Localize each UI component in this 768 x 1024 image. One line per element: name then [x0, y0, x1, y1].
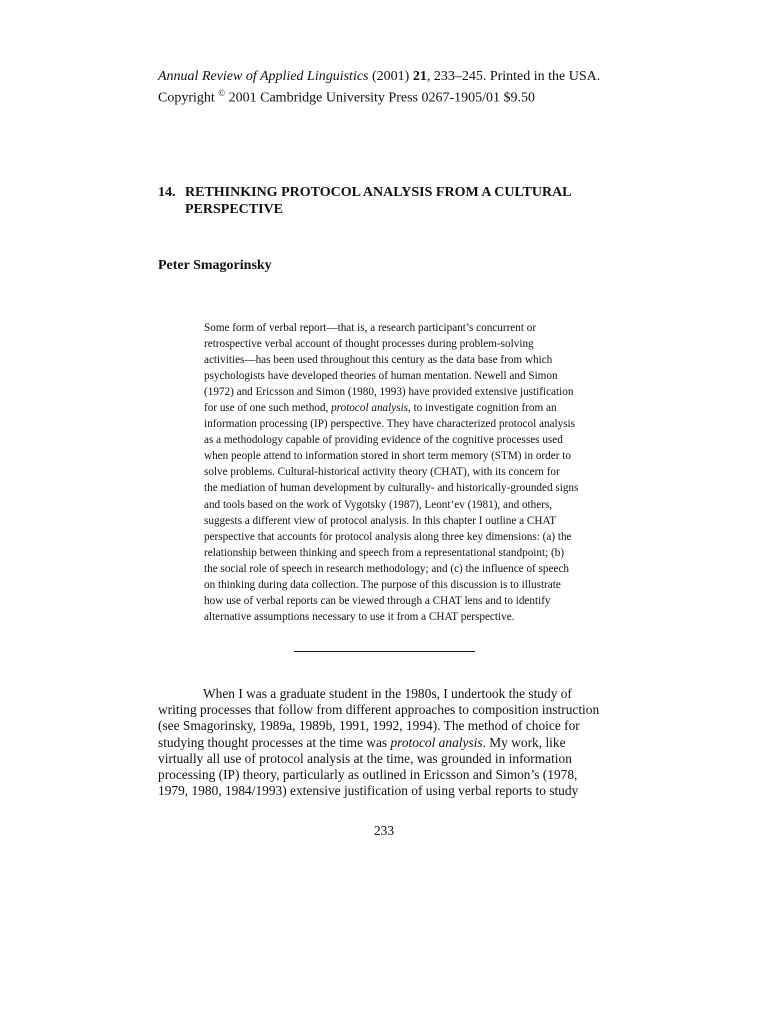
abstract-line: retrospective verbal account of thought processes during problem-solving: [204, 338, 534, 351]
abstract-line: solve problems. Cultural-historical activity theory (CHAT), with its concern for: [204, 466, 560, 479]
page-number: 233: [373, 823, 395, 838]
body-italic-term: protocol analysis: [390, 734, 483, 750]
body-line-italic-term: [158, 735, 598, 751]
copyright-symbol: ©: [218, 88, 226, 98]
body-line: 1979, 1980, 1984/1993) extensive justification of using verbal reports to study: [158, 783, 579, 799]
body-line-pre: studying thought processes at the time was: [158, 734, 391, 750]
journal-header: [158, 68, 638, 107]
body-line-post: . My work, like: [482, 734, 566, 750]
abstract-italic-term: protocol analysis: [331, 402, 409, 415]
abstract-line-italic-term: [204, 400, 624, 416]
abstract-line: as a methodology capable of providing evidence of the cognitive processes used: [204, 434, 563, 447]
abstract: [204, 320, 624, 625]
abstract-line: alternative assumptions necessary to use it from a CHAT perspective.: [204, 610, 515, 623]
author-name: Peter Smagorinsky: [158, 258, 272, 273]
body-line: When I was a graduate student in the 1980s, I undertook the study of: [203, 686, 572, 701]
abstract-line: the mediation of human development by culturally- and historically-grounded signs: [204, 482, 579, 495]
abstract-line: how use of verbal reports can be viewed through a CHAT lens and to identify: [204, 594, 551, 607]
journal-volume: 21: [412, 69, 427, 84]
body-line: (see Smagorinsky, 1989a, 1989b, 1991, 1992, 1994). The method of choice for: [158, 718, 580, 734]
title-line-1: RETHINKING PROTOCOL ANALYSIS FROM A CULTURAL: [185, 185, 572, 200]
abstract-line: Some form of verbal report—that is, a research participant’s concurrent or: [204, 322, 537, 334]
copyright-text: 2001 Cambridge University Press 0267-1905/01 $9.50: [225, 90, 536, 106]
article-title: [158, 184, 618, 218]
copyright-prefix: Copyright: [158, 90, 215, 106]
citation-line: [158, 68, 638, 85]
abstract-line: on thinking during data collection. The purpose of this discussion is to illustrate: [204, 578, 561, 591]
journal-year: (2001): [372, 69, 410, 84]
chapter-number: 14.: [158, 185, 176, 200]
body-line: processing (IP) theory, particularly as outlined in Ericsson and Simon’s (1978,: [158, 767, 578, 783]
abstract-line-post: , to investigate cognition from an: [408, 402, 557, 415]
journal-title: Annual Review of Applied Linguistics: [158, 69, 369, 84]
journal-pages: , 233–245. Printed in the USA.: [426, 69, 601, 84]
abstract-line: when people attend to information stored in short term memory (STM) in order to: [204, 450, 571, 463]
title-line-2: PERSPECTIVE: [185, 202, 284, 217]
abstract-line: information processing (IP) perspective. They have characterized protocol analysis: [204, 418, 576, 431]
section-divider: [294, 651, 475, 652]
abstract-line: (1972) and Ericsson and Simon (1980, 1993) have provided extensive justification: [204, 386, 574, 399]
body-line: writing processes that follow from different approaches to composition instruction: [158, 702, 600, 718]
body-text: [158, 686, 598, 799]
abstract-line-pre: for use of one such method,: [204, 402, 332, 415]
copyright-line: [158, 85, 638, 107]
abstract-line: the social role of speech in research methodology; and (c) the influence of speech: [204, 562, 569, 575]
abstract-line: suggests a different view of protocol analysis. In this chapter I outline a CHAT: [204, 514, 557, 527]
body-line: virtually all use of protocol analysis at the time, was grounded in information: [158, 750, 572, 766]
abstract-line: perspective that accounts for protocol analysis along three key dimensions: (a) the: [204, 530, 572, 543]
abstract-line: psychologists have developed theories of human mentation. Newell and Simon: [204, 370, 558, 383]
abstract-line: and tools based on the work of Vygotsky (1987), Leont’ev (1981), and others,: [204, 498, 553, 511]
abstract-line: relationship between thinking and speech from a representational standpoint; (b): [204, 546, 565, 559]
abstract-line: activities—has been used throughout this century as the data base from which: [204, 354, 553, 367]
